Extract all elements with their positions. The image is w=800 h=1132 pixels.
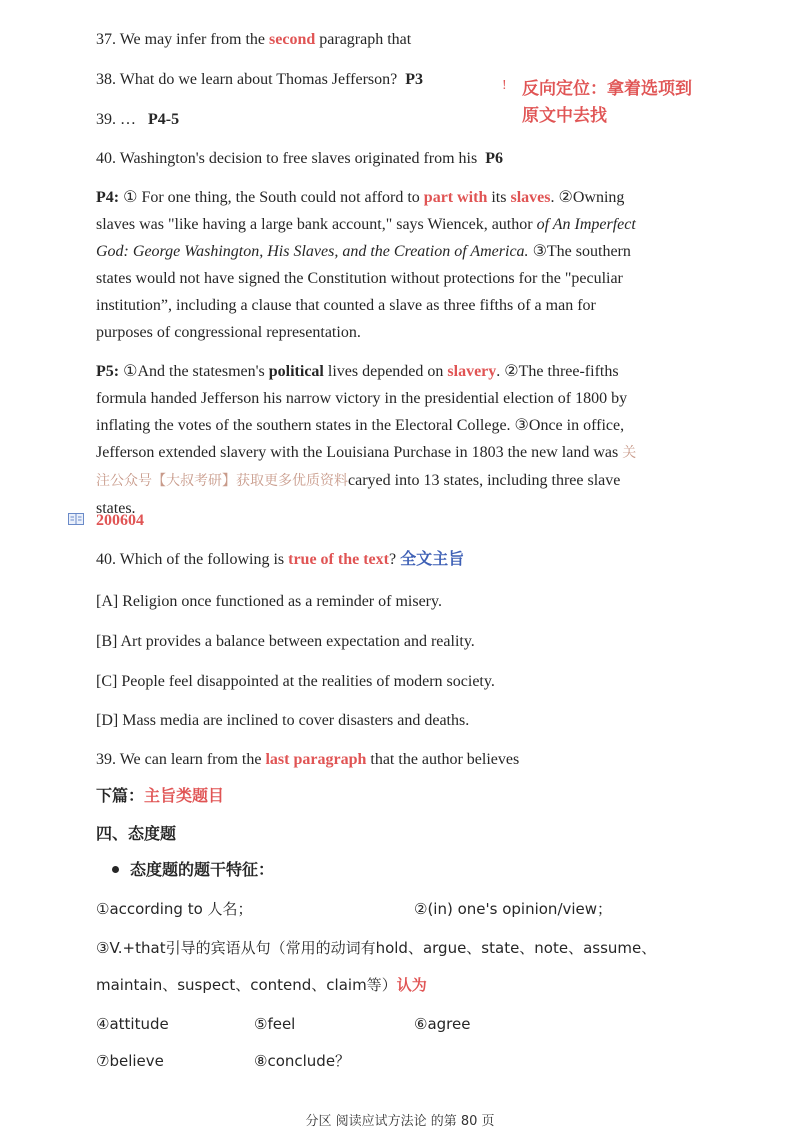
option-a: [A] Religion once functioned as a reminder of misery. (96, 593, 442, 610)
question-38: 38. What do we learn about Thomas Jefferson? P3 (96, 71, 424, 88)
keyword-opinion: ②(in) one's opinion/view； (414, 900, 613, 918)
paragraph-p4: P4: ① For one thing, the South could not afford to part with its slaves. ②Owning slaves was "like having a large bank account," says Wiencek, author of An Imperfect God: George Washington, His Slaves, and the Creation of America. ③The southern states would not have signed the Constitution without protections for the "peculiar institution”, including a clause that counted a slave as three fifths of a man for purposes of congressional representation. (96, 189, 636, 341)
keyword-attitude: ④attitude (96, 1015, 169, 1033)
highlight-second: second (269, 31, 316, 48)
paragraph-tag-p4-5: P4-5 (148, 111, 180, 128)
keyword-feel: ⑤feel (254, 1015, 296, 1033)
option-d: [D] Mass media are inclined to cover disasters and deaths. (96, 712, 470, 729)
side-note: 反向定位：拿着选项到 原文中去找 (522, 79, 692, 126)
section-heading: 四、态度题 (96, 824, 177, 843)
question-40: 40. Washington's decision to free slaves originated from his P6 (96, 150, 504, 167)
page-footer: 分区 阅读应试方法论 的第 80 页 (305, 1114, 495, 1129)
option-c: [C] People feel disappointed at the realities of modern society. (96, 673, 495, 690)
book-icon (68, 513, 84, 525)
paragraph-tag-p3: P3 (405, 71, 424, 88)
keyword-agree: ⑥agree (414, 1015, 471, 1033)
question-40-main-idea: 40. Which of the following is true of the text? 全文主旨 (96, 549, 465, 568)
question-39-last-paragraph: 39. We can learn from the last paragraph that the author believes (96, 751, 520, 768)
watermark-text: 注公众号【大叔考研】获取更多优质资料 (96, 473, 348, 489)
part-heading: 下篇：主旨类题目 (96, 786, 225, 805)
keyword-verb-that: ③V.+that引导的宾语从句（常用的动词有hold、argue、state、note、assume、 (96, 939, 657, 957)
option-b: [B] Art provides a balance between expectation and reality. (96, 633, 475, 650)
bullet-title: 态度题的题干特征： (130, 860, 275, 879)
question-39-ellipsis: 39. … P4-5 (96, 111, 180, 128)
paragraph-p5: P5: ①And the statesmen's political lives depended on slavery. ②The three-fifths formula handed Jefferson his narrow victory in the presidential election of 1800 by inflating the votes of the southern states in the Electoral College. ③Once in office, Jefferson extended slavery with the Louisiana Purchase in 1803 the new land was 关 注公众号【大叔考研】获取更多优质资料caryed into 13 states, including three slave states. (96, 363, 637, 517)
keyword-conclude: ⑧conclude？ (254, 1052, 351, 1070)
bullet-dot (112, 866, 119, 873)
keyword-believe: ⑦believe (96, 1052, 164, 1070)
keyword-verbs-cont: maintain、suspect、contend、claim等）认为 (96, 976, 427, 994)
paragraph-tag-p6: P6 (485, 150, 504, 167)
note-mark: ! (502, 78, 507, 93)
keyword-according-to: ①according to 人名； (96, 900, 253, 918)
watermark-char: 关 (622, 445, 637, 461)
question-37: 37. We may infer from the second paragraph that (96, 31, 412, 48)
main-idea-tag: 全文主旨 (400, 549, 465, 568)
exam-year: 200604 (96, 512, 144, 529)
